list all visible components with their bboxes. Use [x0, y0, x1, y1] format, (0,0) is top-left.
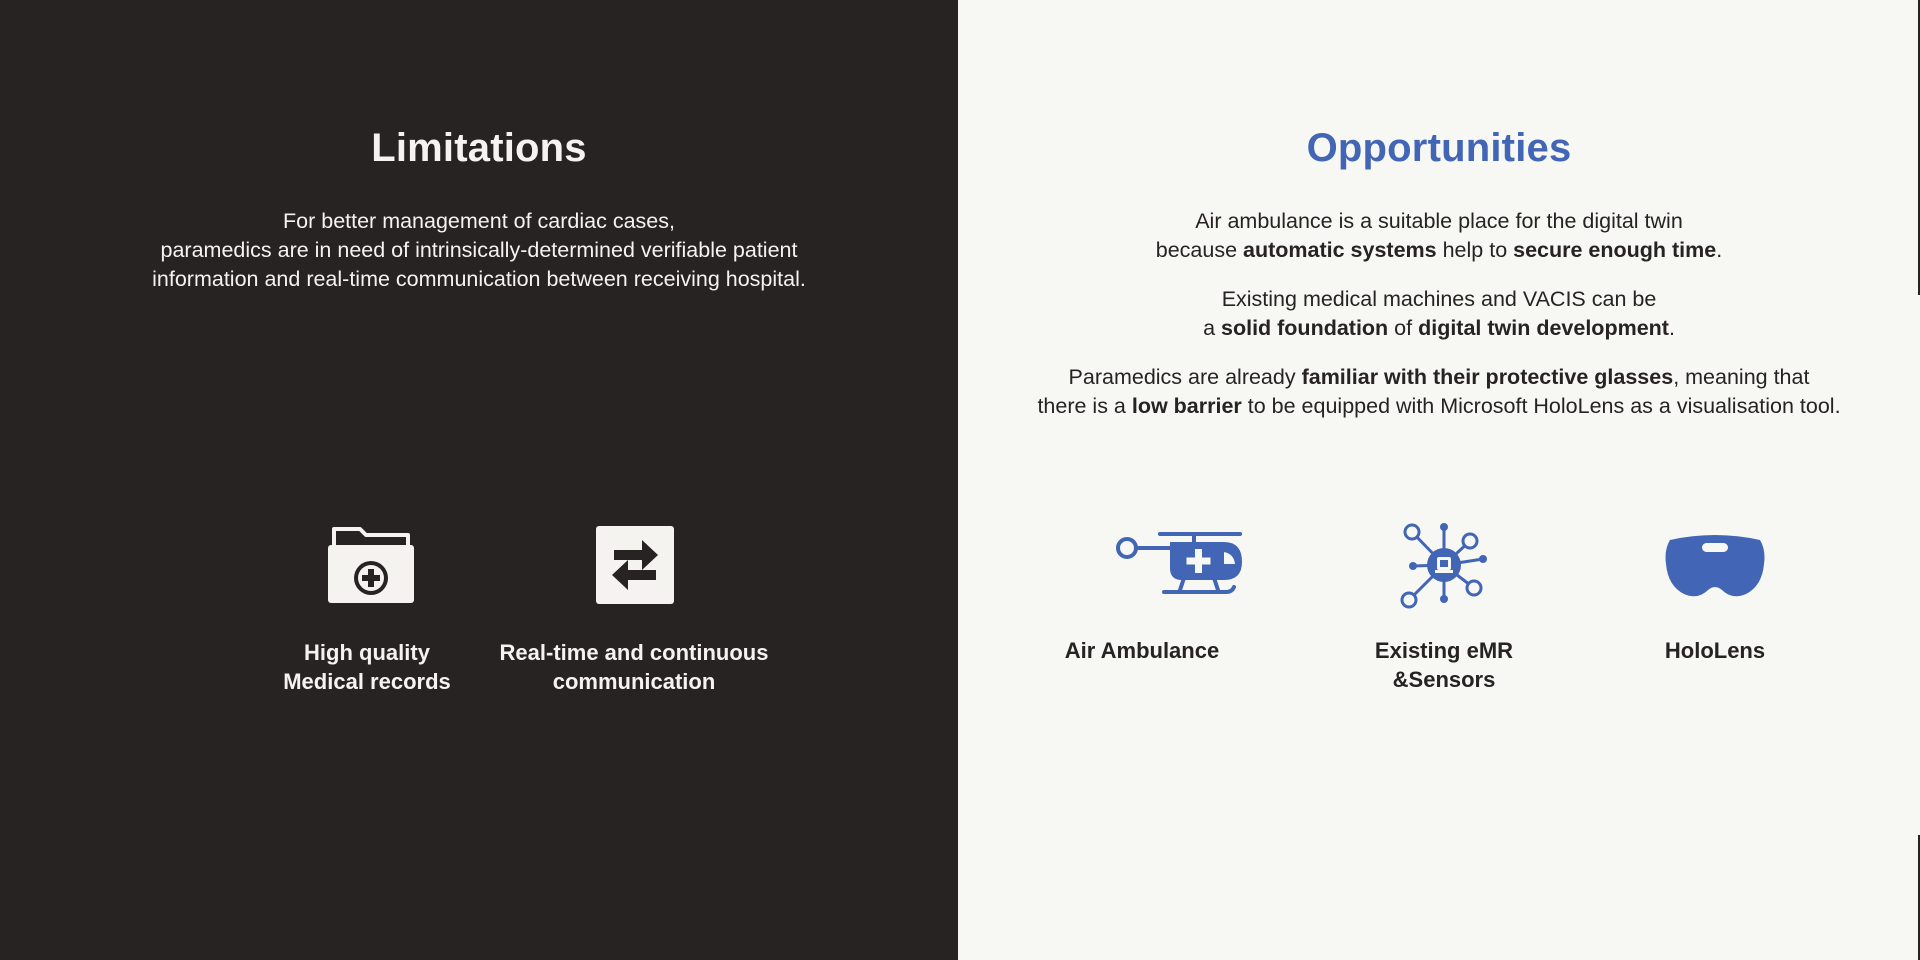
hololens-icon: [1664, 534, 1766, 600]
text: .: [1716, 238, 1723, 262]
text: because: [1155, 238, 1244, 262]
feature-air-ambulance: [1012, 636, 1272, 665]
bold-text: digital twin development: [1418, 316, 1669, 340]
feature-label: Medical records: [283, 669, 451, 694]
paragraph-line: Air ambulance is a suitable place for the digital twin: [1195, 209, 1683, 233]
text: to be equipped with Microsoft HoloLens as a visualisation tool.: [1241, 394, 1841, 418]
limitations-description: [0, 207, 958, 294]
feature-label: communication: [552, 669, 716, 694]
paragraph-line: [958, 314, 1920, 343]
text: help to: [1436, 238, 1514, 262]
paragraph-line: Existing medical machines and VACIS can be: [1221, 287, 1657, 311]
text: Paramedics are already: [1068, 365, 1302, 389]
limitations-panel: [0, 0, 958, 960]
feature-label: HoloLens: [1664, 638, 1766, 663]
opportunity-paragraph: [958, 285, 1920, 343]
opportunity-paragraph: [958, 207, 1920, 265]
bold-text: secure enough time: [1513, 238, 1717, 262]
feature-medical-records: [227, 638, 507, 696]
paragraph-line: [958, 363, 1920, 392]
limitations-title: Limitations: [371, 126, 587, 170]
limitations-description-line: paramedics are in need of intrinsically-determined verifiable patient: [160, 238, 798, 262]
opportunities-panel: [958, 0, 1920, 960]
text: a: [1203, 316, 1221, 340]
feature-label: Real-time and continuous: [499, 640, 769, 665]
opportunities-title: Opportunities: [1306, 126, 1572, 170]
bold-text: low barrier: [1131, 394, 1242, 418]
text: , meaning that: [1673, 365, 1810, 389]
text: there is a: [1037, 394, 1132, 418]
limitations-description-line: For better management of cardiac cases,: [283, 209, 675, 233]
opportunities-description: [958, 207, 1920, 441]
exchange-arrows-icon: [596, 526, 674, 604]
feature-hololens: [1585, 636, 1845, 665]
feature-realtime-communication: [474, 638, 794, 696]
opportunity-paragraph: [958, 363, 1920, 421]
feature-label: High quality: [304, 640, 430, 665]
text: .: [1668, 316, 1675, 340]
feature-label: Existing eMR: [1374, 638, 1514, 663]
medical-folder-icon: [326, 525, 416, 605]
paragraph-line: [958, 236, 1920, 265]
bold-text: automatic systems: [1243, 238, 1437, 262]
bold-text: familiar with their protective glasses: [1301, 365, 1674, 389]
limitations-description-line: information and real-time communication between receiving hospital.: [152, 267, 806, 291]
feature-emr-sensors: [1314, 636, 1574, 694]
feature-label: Air Ambulance: [1064, 638, 1220, 663]
bold-text: solid foundation: [1221, 316, 1389, 340]
text: of: [1388, 316, 1419, 340]
helicopter-icon: [1114, 530, 1244, 600]
feature-label: &Sensors: [1392, 667, 1496, 692]
network-sensors-icon: [1399, 520, 1489, 610]
paragraph-line: [958, 392, 1920, 421]
